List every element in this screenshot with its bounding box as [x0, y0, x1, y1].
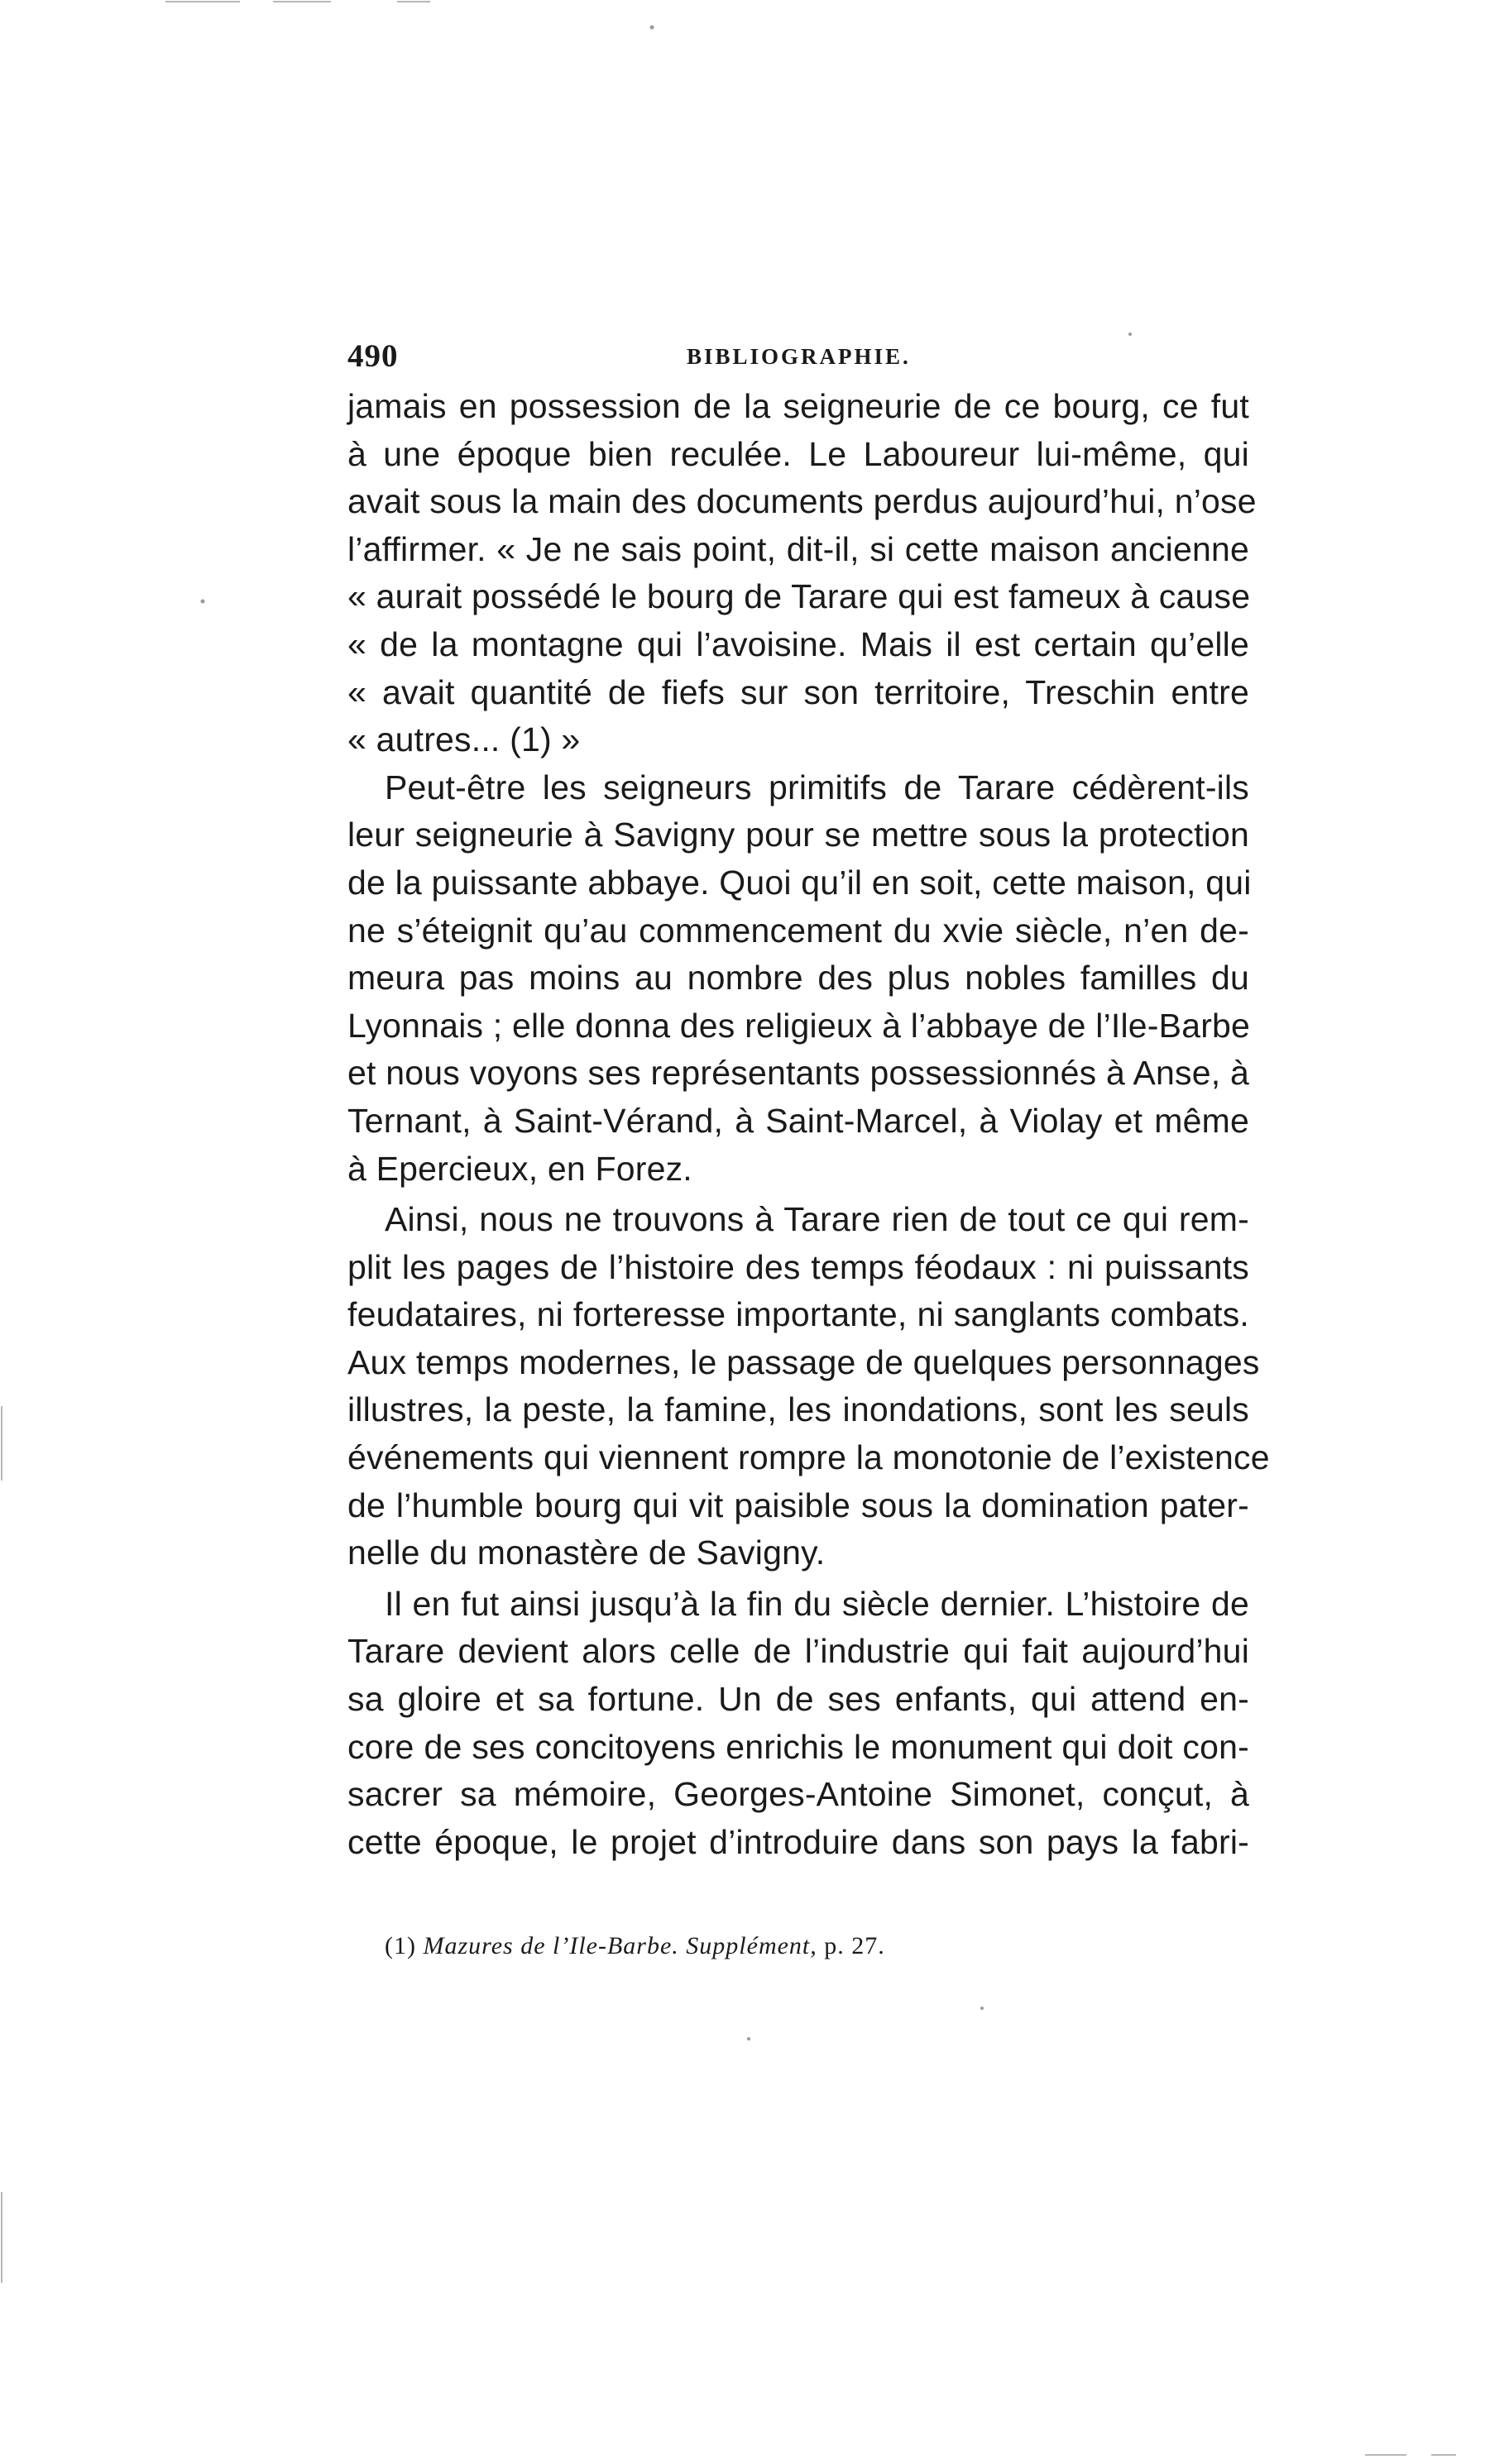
text-line: nelle du monastère de Savigny. [347, 1533, 826, 1572]
text-line: leur seigneurie à Savigny pour se mettre sous la protection [347, 816, 1249, 854]
text-line: « de la montagne qui l’avoisine. Mais il est certain qu’elle [347, 624, 1249, 663]
text-line: à Epercieux, en Forez. [347, 1149, 692, 1188]
text-line: feudataires, ni forteresse importante, ni sanglants combats. [347, 1295, 1249, 1334]
text-line: Tarare devient alors celle de l’industrie qui fait aujourd’hui [347, 1632, 1249, 1671]
footnote [385, 1932, 885, 1960]
text-line: sa gloire et sa fortune. Un de ses enfants, qui attend en- [347, 1680, 1249, 1719]
text-line: Lyonnais ; elle donna des religieux à l’abbaye de l’Ile-Barbe [347, 1006, 1251, 1045]
paragraph-first-line: Ainsi, nous ne trouvons à Tarare rien de tout ce qui rem- [385, 1200, 1249, 1239]
text-line: et nous voyons ses représentants possessionnés à Anse, à [347, 1054, 1249, 1093]
text-line: à une époque bien reculée. Le Laboureur lui-même, qui [347, 434, 1249, 473]
text-line: « autres... (1) » [347, 720, 581, 759]
running-head: BIBLIOGRAPHIE. [687, 344, 911, 369]
text-line: Aux temps modernes, le passage de quelques personnages [347, 1342, 1260, 1381]
footnote-title: Mazures de l’Ile-Barbe. Supplément, [423, 1932, 817, 1959]
speck [1128, 333, 1132, 336]
speck [650, 26, 654, 30]
paragraph-first-line: Il en fut ainsi jusqu’à la fin du siècle dernier. L’histoire de [385, 1584, 1249, 1623]
speck [980, 2007, 984, 2010]
page-header [347, 337, 1257, 379]
text-line: core de ses concitoyens enrichis le monument qui doit con- [347, 1727, 1249, 1766]
text-line: « aurait possédé le bourg de Tarare qui est fameux à cause [347, 577, 1251, 616]
text-line: jamais en possession de la seigneurie de ce bourg, ce fut [347, 387, 1249, 425]
body-text [347, 383, 1270, 1866]
page-number: 490 [347, 338, 399, 374]
text-line: ne s’éteignit qu’au commencement du xvie siècle, n’en de- [347, 911, 1249, 950]
text-line: Ternant, à Saint-Vérand, à Saint-Marcel, à Violay et même [347, 1101, 1249, 1140]
text-line: avait sous la main des documents perdus aujourd’hui, n’ose [347, 482, 1257, 521]
text-line: cette époque, le projet d’introduire dans son pays la fabri- [347, 1822, 1249, 1861]
speck [747, 2037, 750, 2041]
text-line: de la puissante abbaye. Quoi qu’il en soit, cette maison, qui [347, 863, 1252, 902]
paragraph-first-line: Peut-être les seigneurs primitifs de Tarare cédèrent-ils [385, 768, 1249, 806]
speck [201, 600, 205, 604]
footnote-marker: (1) [385, 1932, 416, 1959]
text-line: sacrer sa mémoire, Georges-Antoine Simonet, conçut, à [347, 1775, 1249, 1814]
text-line: meura pas moins au nombre des plus nobles familles du [347, 959, 1249, 998]
text-line: plit les pages de l’histoire des temps féodaux : ni puissants [347, 1247, 1249, 1286]
text-line: l’affirmer. « Je ne sais point, dit-il, si cette maison ancienne [347, 529, 1249, 568]
text-line: illustres, la peste, la famine, les inondations, sont les seuls [347, 1390, 1249, 1429]
text-line: « avait quantité de fiefs sur son territoire, Treschin entre [347, 672, 1249, 711]
text-line: événements qui viennent rompre la monotonie de l’existence [347, 1438, 1270, 1477]
footnote-page-ref: p. 27. [824, 1932, 885, 1959]
text-line: de l’humble bourg qui vit paisible sous la domination pater- [347, 1486, 1249, 1524]
